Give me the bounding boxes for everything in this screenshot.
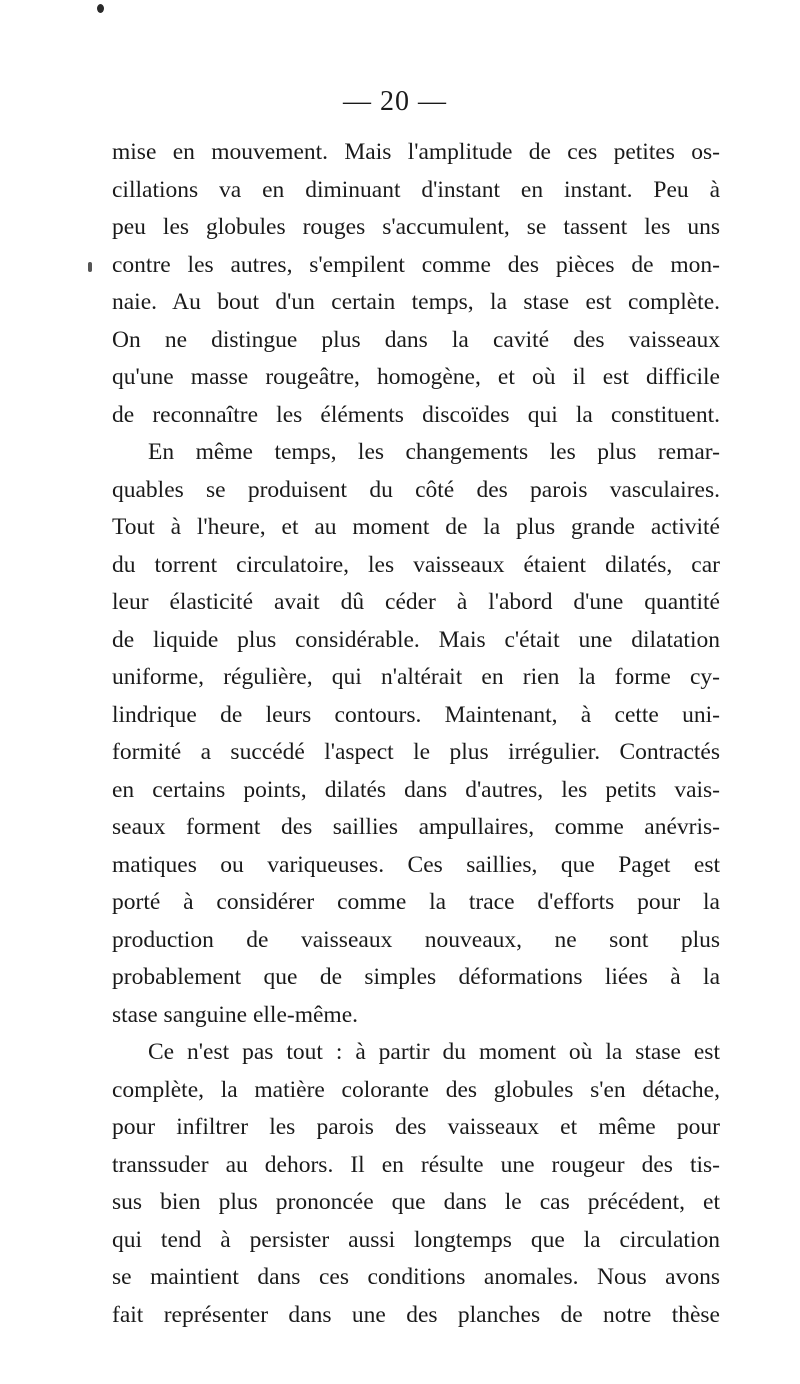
body-text bbox=[112, 134, 720, 1334]
page-number: — 20 — bbox=[343, 86, 447, 117]
paragraph bbox=[112, 1034, 720, 1334]
paragraph bbox=[112, 134, 720, 434]
text-line: transsuder au dehors. Il en résulte une rougeur des tis- bbox=[112, 1151, 720, 1178]
scan-mark bbox=[88, 262, 92, 272]
text-line: de liquide plus considérable. Mais c'était une dilatation bbox=[112, 626, 720, 653]
text-line: lindrique de leurs contours. Maintenant, à cette uni- bbox=[112, 701, 720, 728]
text-line: On ne distingue plus dans la cavité des vaisseaux bbox=[112, 326, 720, 353]
text-line: matiques ou variqueuses. Ces saillies, que Paget est bbox=[112, 851, 720, 878]
text-line: Tout à l'heure, et au moment de la plus grande activité bbox=[112, 514, 720, 540]
text-line: contre les autres, s'empilent comme des pièces de mon- bbox=[112, 251, 720, 278]
text-line: uniforme, régulière, qui n'altérait en rien la forme cy- bbox=[112, 664, 720, 690]
text-line: porté à considérer comme la trace d'efforts pour la bbox=[112, 889, 720, 915]
text-line: peu les globules rouges s'accumulent, se tassent les uns bbox=[112, 214, 720, 240]
scan-mark bbox=[97, 4, 104, 13]
text-line: du torrent circulatoire, les vaisseaux étaient dilatés, car bbox=[112, 551, 720, 578]
text-line: pour infiltrer les parois des vaisseaux et même pour bbox=[112, 1114, 720, 1140]
text-line: mise en mouvement. Mais l'amplitude de ces petites os- bbox=[112, 139, 720, 165]
text-line: leur élasticité avait dû céder à l'abord d'une quantité bbox=[112, 589, 720, 615]
text-line: sus bien plus prononcée que dans le cas précédent, et bbox=[112, 1189, 720, 1215]
text-line: production de vaisseaux nouveaux, ne sont plus bbox=[112, 926, 720, 953]
text-line: qui tend à persister aussi longtemps que la circulation bbox=[112, 1226, 720, 1253]
text-line: se maintient dans ces conditions anomales. Nous avons bbox=[112, 1264, 720, 1290]
text-line: fait représenter dans une des planches de notre thèse bbox=[112, 1301, 720, 1328]
paragraph bbox=[112, 434, 720, 1034]
text-line: en certains points, dilatés dans d'autres, les petits vais- bbox=[112, 776, 720, 803]
text-line: En même temps, les changements les plus remar- bbox=[148, 439, 720, 465]
text-line: stase sanguine elle-même. bbox=[112, 1001, 359, 1028]
text-line: Ce n'est pas tout : à partir du moment où la stase est bbox=[148, 1039, 720, 1065]
text-line: complète, la matière colorante des globules s'en détache, bbox=[112, 1076, 720, 1103]
text-line: qu'une masse rougeâtre, homogène, et où il est difficile bbox=[112, 364, 720, 390]
text-line: de reconnaître les éléments discoïdes qui la constituent. bbox=[112, 401, 720, 428]
text-line: quables se produisent du côté des parois vasculaires. bbox=[112, 476, 720, 503]
text-line: cillations va en diminuant d'instant en instant. Peu à bbox=[112, 176, 720, 203]
text-line: formité a succédé l'aspect le plus irrégulier. Contractés bbox=[112, 739, 720, 765]
text-line: seaux forment des saillies ampullaires, comme anévris- bbox=[112, 814, 720, 840]
text-line: naie. Au bout d'un certain temps, la stase est complète. bbox=[112, 289, 720, 315]
text-line: probablement que de simples déformations liées à la bbox=[112, 964, 720, 990]
